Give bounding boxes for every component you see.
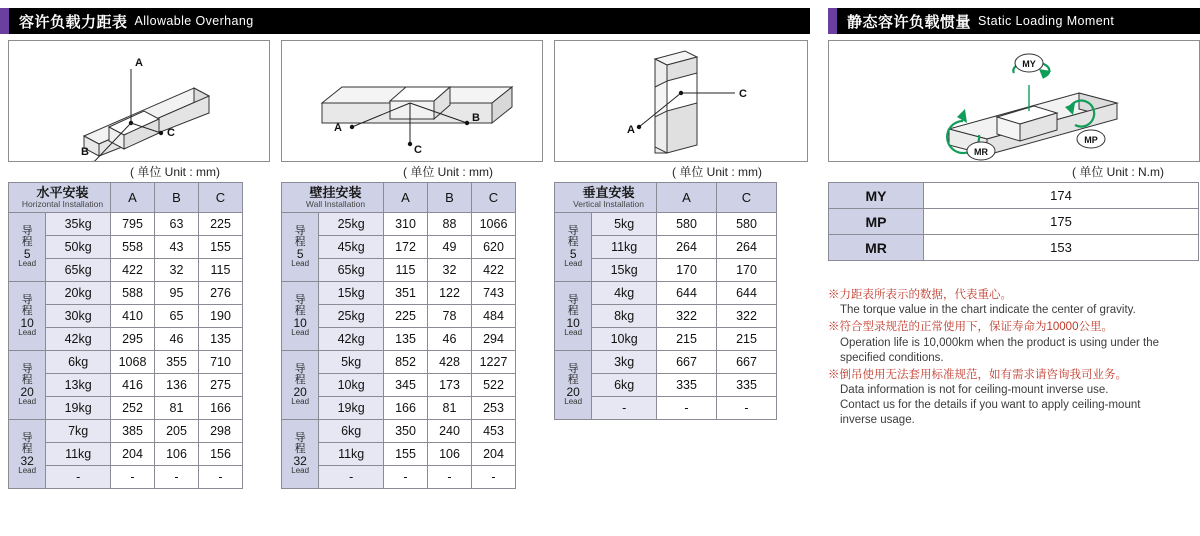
- value-cell-b: 428: [428, 351, 472, 374]
- table-title-en: Horizontal Installation: [21, 198, 104, 209]
- table-title-cn: 壁挂安装: [309, 185, 362, 201]
- svg-text:MP: MP: [1084, 135, 1098, 145]
- table-title-cn: 垂直安装: [582, 185, 635, 201]
- value-cell-b: 88: [428, 213, 472, 236]
- moment-row: [829, 183, 1199, 209]
- value-cell-c: 190: [199, 305, 243, 328]
- load-cell: 19kg: [319, 397, 384, 420]
- value-cell-a: 135: [384, 328, 428, 351]
- value-cell-a: 322: [657, 305, 717, 328]
- lead-group-cell: 导 程 10 Lead: [9, 282, 46, 351]
- value-cell-a: -: [384, 466, 428, 489]
- load-cell: 6kg: [592, 374, 657, 397]
- unit-label-moment: ( 单位 Unit : N.m): [1072, 165, 1164, 179]
- load-cell: 3kg: [592, 351, 657, 374]
- column-header-a: A: [384, 183, 428, 213]
- horizontal-actuator-diagram: [9, 41, 269, 161]
- value-cell-a: 580: [657, 213, 717, 236]
- value-cell-c: 275: [199, 374, 243, 397]
- load-cell: 11kg: [592, 236, 657, 259]
- value-cell-c: 204: [472, 443, 516, 466]
- svg-text:MY: MY: [1022, 59, 1036, 69]
- value-cell-b: 32: [428, 259, 472, 282]
- svg-text:C: C: [414, 144, 422, 156]
- table-vertical: [554, 182, 777, 420]
- value-cell-c: 294: [472, 328, 516, 351]
- table-row: [555, 213, 777, 236]
- value-cell-b: 49: [428, 236, 472, 259]
- figure-static-loading-moment: [828, 40, 1200, 162]
- table-header-row: [9, 183, 243, 213]
- value-cell-a: 310: [384, 213, 428, 236]
- column-header-c: C: [199, 183, 243, 213]
- load-cell: 11kg: [46, 443, 111, 466]
- section-header-static-loading-moment: [828, 8, 1200, 34]
- value-cell-c: -: [199, 466, 243, 489]
- note-cn: ※符合型录规范的正常使用下，保证寿命为10000公里。: [828, 321, 1113, 334]
- value-cell-a: -: [657, 397, 717, 420]
- load-cell: 42kg: [46, 328, 111, 351]
- value-cell-a: 264: [657, 236, 717, 259]
- accent-bar-right: [828, 8, 837, 34]
- value-cell-c: 276: [199, 282, 243, 305]
- value-cell-c: 522: [472, 374, 516, 397]
- value-cell-a: 345: [384, 374, 428, 397]
- lead-group-cell: 导 程 10 Lead: [555, 282, 592, 351]
- value-cell-a: -: [111, 466, 155, 489]
- value-cell-a: 1068: [111, 351, 155, 374]
- value-cell-a: 558: [111, 236, 155, 259]
- value-cell-a: 422: [111, 259, 155, 282]
- lead-group-cell: 导 程 32 Lead: [282, 420, 319, 489]
- value-cell-c: 322: [717, 305, 777, 328]
- svg-text:B: B: [81, 146, 89, 158]
- value-cell-b: 65: [155, 305, 199, 328]
- value-cell-a: 172: [384, 236, 428, 259]
- value-cell-c: 215: [717, 328, 777, 351]
- load-cell: -: [46, 466, 111, 489]
- value-cell-c: 743: [472, 282, 516, 305]
- table-title-cell: [555, 183, 657, 213]
- value-cell-c: 620: [472, 236, 516, 259]
- load-cell: -: [592, 397, 657, 420]
- svg-text:A: A: [135, 57, 143, 69]
- load-cell: 10kg: [319, 374, 384, 397]
- value-cell-a: 410: [111, 305, 155, 328]
- load-cell: 50kg: [46, 236, 111, 259]
- value-cell-a: 416: [111, 374, 155, 397]
- section-header-allowable-overhang: [0, 8, 810, 34]
- value-cell-b: 106: [428, 443, 472, 466]
- value-cell-c: 580: [717, 213, 777, 236]
- svg-text:C: C: [739, 88, 747, 100]
- value-cell-c: 135: [199, 328, 243, 351]
- value-cell-c: 115: [199, 259, 243, 282]
- value-cell-c: 170: [717, 259, 777, 282]
- note-item: [828, 368, 1200, 429]
- load-cell: 6kg: [319, 420, 384, 443]
- table-wall: [281, 182, 516, 489]
- lead-group-cell: 导 程 5 Lead: [282, 213, 319, 282]
- value-cell-a: 852: [384, 351, 428, 374]
- value-cell-a: 351: [384, 282, 428, 305]
- moment-row: [829, 209, 1199, 235]
- table-row: [282, 351, 516, 374]
- table-horizontal: [8, 182, 243, 489]
- load-cell: 6kg: [46, 351, 111, 374]
- value-cell-a: 204: [111, 443, 155, 466]
- table-row: [282, 282, 516, 305]
- value-cell-c: 422: [472, 259, 516, 282]
- unit-label-vertical: ( 单位 Unit : mm): [672, 165, 762, 179]
- value-cell-c: 253: [472, 397, 516, 420]
- note-cn: ※力距表所表示的数据，代表重心。: [828, 289, 1012, 301]
- figure-horizontal-installation: [8, 40, 270, 162]
- moment-actuator-diagram: [829, 41, 1199, 161]
- moment-label-mr: MR: [829, 235, 924, 261]
- section-title-left-en: Allowable Overhang: [134, 14, 254, 28]
- value-cell-c: -: [472, 466, 516, 489]
- note-en: Data information is not for ceiling-mount inverse use. Contact us for the details if you want to apply ceiling-mount inverse usage.: [840, 384, 1141, 427]
- value-cell-b: 81: [428, 397, 472, 420]
- column-header-b: B: [155, 183, 199, 213]
- wall-actuator-diagram: [282, 41, 542, 161]
- value-cell-a: 155: [384, 443, 428, 466]
- column-header-a: A: [657, 183, 717, 213]
- svg-text:B: B: [472, 112, 480, 124]
- value-cell-a: 795: [111, 213, 155, 236]
- value-cell-a: 215: [657, 328, 717, 351]
- note-en: Operation life is 10,000km when the product is using under the specified conditions.: [840, 336, 1159, 364]
- value-cell-b: 32: [155, 259, 199, 282]
- value-cell-c: 667: [717, 351, 777, 374]
- table-row: [9, 420, 243, 443]
- value-cell-a: 335: [657, 374, 717, 397]
- note-cn: ※倒吊使用无法套用标准规范，如有需求请咨询我司业务。: [828, 368, 1127, 381]
- load-cell: 65kg: [46, 259, 111, 282]
- value-cell-b: 46: [428, 328, 472, 351]
- table-title-cn: 水平安装: [36, 185, 89, 201]
- load-cell: 25kg: [319, 305, 384, 328]
- figure-vertical-installation: [554, 40, 808, 162]
- lead-group-cell: 导 程 10 Lead: [282, 282, 319, 351]
- value-cell-a: 166: [384, 397, 428, 420]
- section-title-right-en: Static Loading Moment: [978, 14, 1115, 28]
- lead-group-cell: 导 程 5 Lead: [9, 213, 46, 282]
- section-title-left-cn: 容许负载力距表: [19, 13, 128, 31]
- notes-block: [828, 288, 1200, 431]
- load-cell: 15kg: [319, 282, 384, 305]
- table-row: [555, 351, 777, 374]
- vertical-actuator-diagram: [555, 41, 807, 161]
- table-row: [282, 420, 516, 443]
- table-header-row: [282, 183, 516, 213]
- lead-group-cell: 导 程 20 Lead: [555, 351, 592, 420]
- value-cell-b: 122: [428, 282, 472, 305]
- load-cell: 11kg: [319, 443, 384, 466]
- value-cell-c: 644: [717, 282, 777, 305]
- static-loading-moment-table: [828, 182, 1199, 261]
- value-cell-a: 667: [657, 351, 717, 374]
- load-cell: 13kg: [46, 374, 111, 397]
- lead-group-cell: 导 程 5 Lead: [555, 213, 592, 282]
- value-cell-a: 115: [384, 259, 428, 282]
- value-cell-c: 264: [717, 236, 777, 259]
- load-cell: 30kg: [46, 305, 111, 328]
- value-cell-c: 298: [199, 420, 243, 443]
- table-row: [555, 282, 777, 305]
- moment-label-my: MY: [829, 183, 924, 209]
- column-header-b: B: [428, 183, 472, 213]
- value-cell-c: 453: [472, 420, 516, 443]
- note-item: [828, 320, 1200, 366]
- figure-wall-installation: [281, 40, 543, 162]
- value-cell-b: 78: [428, 305, 472, 328]
- table-title-cell: [9, 183, 111, 213]
- load-cell: 10kg: [592, 328, 657, 351]
- value-cell-b: 81: [155, 397, 199, 420]
- accent-bar-left: [0, 8, 9, 34]
- value-cell-b: 240: [428, 420, 472, 443]
- column-header-c: C: [472, 183, 516, 213]
- value-cell-b: 106: [155, 443, 199, 466]
- svg-text:A: A: [334, 122, 342, 134]
- column-header-a: A: [111, 183, 155, 213]
- value-cell-c: 1066: [472, 213, 516, 236]
- value-cell-c: 710: [199, 351, 243, 374]
- value-cell-b: 355: [155, 351, 199, 374]
- load-cell: 20kg: [46, 282, 111, 305]
- moment-value-mr: 153: [924, 235, 1199, 261]
- lead-group-cell: 导 程 20 Lead: [282, 351, 319, 420]
- table-title-en: Wall Installation: [305, 198, 366, 209]
- load-cell: 25kg: [319, 213, 384, 236]
- value-cell-a: 170: [657, 259, 717, 282]
- section-title-right-cn: 静态容许负载惯量: [847, 13, 972, 31]
- load-cell: 15kg: [592, 259, 657, 282]
- moment-value-mp: 175: [924, 209, 1199, 235]
- table-row: [282, 213, 516, 236]
- load-cell: 35kg: [46, 213, 111, 236]
- note-en: The torque value in the chart indicate the center of gravity.: [840, 304, 1136, 317]
- value-cell-b: -: [428, 466, 472, 489]
- value-cell-c: 225: [199, 213, 243, 236]
- value-cell-b: 136: [155, 374, 199, 397]
- value-cell-c: -: [717, 397, 777, 420]
- load-cell: 5kg: [592, 213, 657, 236]
- value-cell-a: 644: [657, 282, 717, 305]
- value-cell-c: 155: [199, 236, 243, 259]
- table-row: [9, 351, 243, 374]
- value-cell-a: 295: [111, 328, 155, 351]
- table-row: [9, 282, 243, 305]
- load-cell: 7kg: [46, 420, 111, 443]
- value-cell-b: 43: [155, 236, 199, 259]
- note-item: [828, 288, 1200, 318]
- value-cell-a: 252: [111, 397, 155, 420]
- value-cell-c: 156: [199, 443, 243, 466]
- value-cell-c: 335: [717, 374, 777, 397]
- svg-text:C: C: [167, 127, 175, 139]
- value-cell-a: 350: [384, 420, 428, 443]
- load-cell: -: [319, 466, 384, 489]
- unit-label-horizontal: ( 单位 Unit : mm): [130, 165, 220, 179]
- table-title-en: Vertical Installation: [573, 198, 644, 209]
- value-cell-a: 225: [384, 305, 428, 328]
- load-cell: 4kg: [592, 282, 657, 305]
- value-cell-b: 63: [155, 213, 199, 236]
- table-header-row: [555, 183, 777, 213]
- table-title-cell: [282, 183, 384, 213]
- value-cell-c: 484: [472, 305, 516, 328]
- value-cell-b: 46: [155, 328, 199, 351]
- value-cell-c: 166: [199, 397, 243, 420]
- load-cell: 65kg: [319, 259, 384, 282]
- table-row: [9, 213, 243, 236]
- svg-text:A: A: [627, 124, 635, 136]
- load-cell: 5kg: [319, 351, 384, 374]
- moment-value-my: 174: [924, 183, 1199, 209]
- unit-label-wall: ( 单位 Unit : mm): [403, 165, 493, 179]
- value-cell-a: 385: [111, 420, 155, 443]
- load-cell: 19kg: [46, 397, 111, 420]
- value-cell-a: 588: [111, 282, 155, 305]
- moment-label-mp: MP: [829, 209, 924, 235]
- lead-group-cell: 导 程 20 Lead: [9, 351, 46, 420]
- load-cell: 8kg: [592, 305, 657, 328]
- value-cell-b: -: [155, 466, 199, 489]
- value-cell-b: 95: [155, 282, 199, 305]
- value-cell-c: 1227: [472, 351, 516, 374]
- column-header-c: C: [717, 183, 777, 213]
- svg-text:MR: MR: [974, 147, 988, 157]
- value-cell-b: 205: [155, 420, 199, 443]
- moment-row: [829, 235, 1199, 261]
- load-cell: 42kg: [319, 328, 384, 351]
- lead-group-cell: 导 程 32 Lead: [9, 420, 46, 489]
- load-cell: 45kg: [319, 236, 384, 259]
- value-cell-b: 173: [428, 374, 472, 397]
